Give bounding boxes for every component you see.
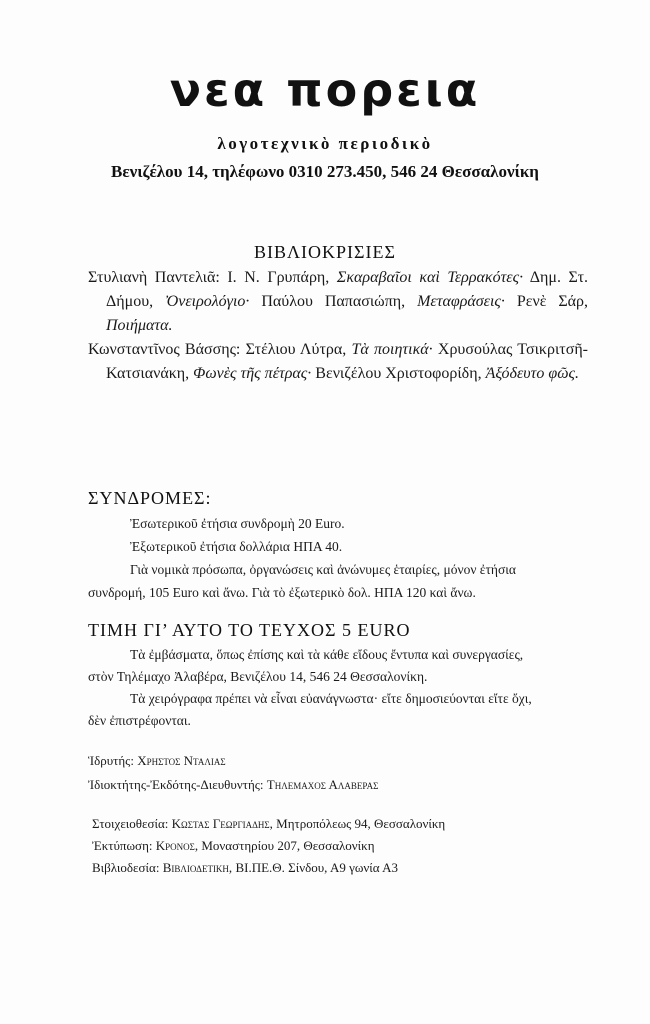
printing-credit xyxy=(92,837,375,855)
reviewed-author: Παύλου Παπασιώπη, xyxy=(261,293,406,310)
magazine-address: Βενιζέλου 14, τηλέφωνο 0310 273.450, 546 24 Θεσσαλονίκη xyxy=(111,162,539,181)
reviews-heading: ΒΙΒΛΙΟΚΡΙΣΙΕΣ xyxy=(254,242,396,262)
credit-name: Τηλεμαχος Αλαβερας xyxy=(266,777,379,792)
reviewed-title: Τὰ ποιητικά· xyxy=(351,341,433,358)
credit-label: Βιβλιοδεσία: xyxy=(92,860,160,875)
credit-label: Ἱδρυτής: xyxy=(88,753,134,768)
binding-credit xyxy=(92,859,398,877)
reviewed-title: Ἀξόδευτο φῶς. xyxy=(485,365,579,382)
price-heading: ΤΙΜΗ ΓΙ’ ΑΥΤΟ ΤΟ ΤΕΥΧΟΣ 5 EURO xyxy=(88,620,411,640)
founder-credit xyxy=(88,752,226,770)
typesetting-credit xyxy=(92,815,445,833)
price-note-line: Τὰ χειρόγραφα πρέπει νὰ εἶναι εὐανάγνωστα· εἴτε δημοσιεύονται εἴτε ὄχι, xyxy=(130,691,532,706)
credit-address: ΒΙ.ΠΕ.Θ. Σίνδου, Α9 γωνία Α3 xyxy=(235,860,398,875)
reviewed-author: Στέλιου Λύτρα, xyxy=(245,341,347,358)
credit-address: Μοναστηρίου 207, Θεσσαλονίκη xyxy=(201,838,375,853)
reviewed-author: Χρυσούλας Τσικριτσῆ-Κατσιανάκη, xyxy=(106,341,589,382)
subscriptions-heading: ΣΥΝΔΡΟΜΕΣ: xyxy=(88,488,212,508)
reviewer-name: Στυλιανὴ Παντελιᾶ: xyxy=(88,269,220,286)
price-note-line: στὸν Τηλέμαχο Ἀλαβέρα, Βενιζέλου 14, 546 24 Θεσσαλονίκη. xyxy=(88,669,428,684)
price-note-line: δὲν ἐπιστρέφονται. xyxy=(88,713,191,728)
credit-name: Κρονος, xyxy=(155,838,199,853)
credit-label: Στοιχειοθεσία: xyxy=(92,816,169,831)
reviewer-name: Κωνσταντῖνος Βάσσης: xyxy=(88,341,241,358)
reviewed-title: Ὀνειρολόγιο· xyxy=(165,293,250,310)
reviewed-author: Ι. Ν. Γρυπάρη, xyxy=(227,269,330,286)
reviewed-title: Φωνὲς τῆς πέτρας· xyxy=(193,365,312,382)
owner-credit xyxy=(88,776,378,794)
subscription-line: Ἐσωτερικοῦ ἐτήσια συνδρομὴ 20 Euro. xyxy=(130,516,345,531)
subscription-line: Ἐξωτερικοῦ ἐτήσια δολλάρια ΗΠΑ 40. xyxy=(130,539,343,554)
credit-label: Ἰδιοκτήτης-Ἐκδότης-Διευθυντής: xyxy=(88,777,264,792)
reviewed-author: Βενιζέλου Χριστοφορίδη, xyxy=(315,365,482,382)
review-entry-2 xyxy=(88,338,588,386)
reviewed-title: Ποιήματα. xyxy=(106,317,173,334)
reviewed-title: Σκαραβαῖοι καὶ Τερρακότες· xyxy=(336,269,524,286)
price-note-line: Τὰ ἐμβάσματα, ὅπως ἐπίσης καὶ τὰ κάθε εἴδους ἔντυπα καὶ συνεργασίες, xyxy=(130,647,524,662)
magazine-subtitle: λογοτεχνικὸ περιοδικὸ xyxy=(217,134,433,153)
reviewed-author: Δημ. Στ. Δήμου, xyxy=(106,269,588,310)
magazine-title: νεα πορεια xyxy=(169,63,481,117)
review-entry-1 xyxy=(88,266,588,338)
reviewed-title: Μεταφράσεις· xyxy=(417,293,505,310)
credit-name: Χρηστος Νταλιας xyxy=(137,753,226,768)
credit-name: Βιβλιοδετικη, xyxy=(162,860,233,875)
subscription-line: Γιὰ νομικὰ πρόσωπα, ὀργανώσεις καὶ ἀνώνυμες ἑταιρίες, μόνον ἐτήσια xyxy=(130,562,516,577)
subscription-line: συνδρομή, 105 Euro καὶ ἄνω. Γιὰ τὸ ἐξωτερικὸ δολ. ΗΠΑ 120 καὶ ἄνω. xyxy=(88,585,476,600)
credit-address: Μητροπόλεως 94, Θεσσαλονίκη xyxy=(276,816,446,831)
credit-name: Κωστας Γεωργιαδης, xyxy=(171,816,273,831)
reviewed-author: Ρενὲ Σάρ, xyxy=(516,293,589,310)
credit-label: Ἐκτύπωση: xyxy=(92,838,153,853)
